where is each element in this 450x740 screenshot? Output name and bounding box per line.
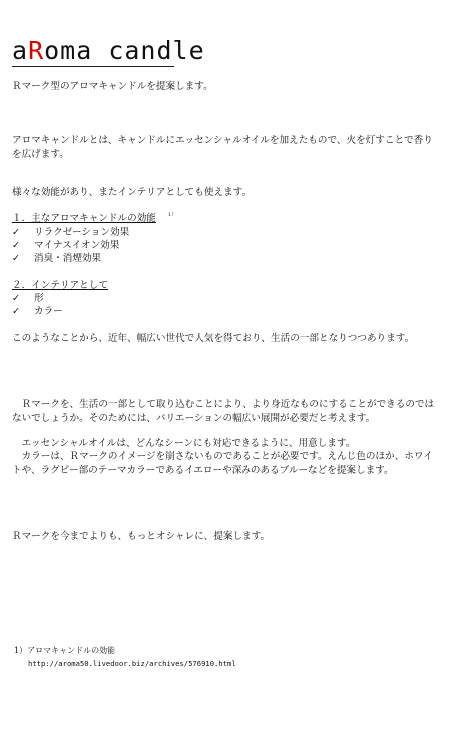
check-icon: ✓: [12, 293, 21, 304]
title-underline: [12, 66, 174, 67]
check-icon: ✓: [12, 227, 21, 238]
section2-heading-line: [12, 279, 108, 293]
uses-text: 様々な効能があり、またインテリアとしても使えます。: [12, 187, 252, 198]
proposal-paragraph-1: Ｒマークを、生活の一部として取り込むことにより、より身近なものにすることができるのではないでしょうか。そのためには、バリエーションの幅広い展開が必要だと考えます。: [12, 399, 435, 424]
title-prefix: a: [12, 36, 29, 65]
check-icon: ✓: [12, 306, 21, 317]
title-suffix: oma candle: [44, 36, 205, 65]
footnote-ref: 1）: [167, 212, 177, 218]
list-item: カラー: [34, 306, 63, 317]
list-item: マイナスイオン効果: [34, 240, 120, 251]
list-item: 消臭・消煙効果: [34, 253, 102, 264]
title-accent-letter: R: [28, 36, 45, 65]
list-item: リラクゼーション効果: [34, 227, 130, 238]
footnote-label: 1）アロマキャンドルの効能: [14, 646, 116, 655]
section2-heading: ２．インテリアとして: [12, 280, 108, 291]
proposal-paragraph-3: カラーは、Ｒマークのイメージを崩さないものであることが必要です。えんじ色のほか、ホワイトや、ラグビー部のテーマカラーであるイエローや深みのあるブルーなどを提案します。: [12, 451, 433, 476]
footnote-url[interactable]: http://aroma50.livedoor.biz/archives/576910.html: [28, 659, 236, 668]
document-title: [12, 36, 205, 66]
proposal-paragraph-2: エッセンシャルオイルは、どんなシーンにも対応できるように、用意します。: [12, 438, 356, 449]
check-icon: ✓: [12, 240, 21, 251]
popularity-text: このようなことから、近年、幅広い世代で人気を得ており、生活の一部となりつつあります。: [12, 333, 415, 344]
definition-paragraph: アロマキャンドルとは、キャンドルにエッセンシャルオイルを加えたもので、火を灯すことで香りを広げます。: [12, 135, 433, 160]
list-item: 形: [34, 293, 44, 304]
closing-text: Ｒマークを今までよりも、もっとオシャレに、提案します。: [12, 531, 271, 542]
check-icon: ✓: [12, 253, 21, 264]
intro-text: Ｒマーク型のアロマキャンドルを提案します。: [12, 81, 213, 92]
section1-heading: １．主なアロマキャンドルの効能: [12, 213, 156, 224]
